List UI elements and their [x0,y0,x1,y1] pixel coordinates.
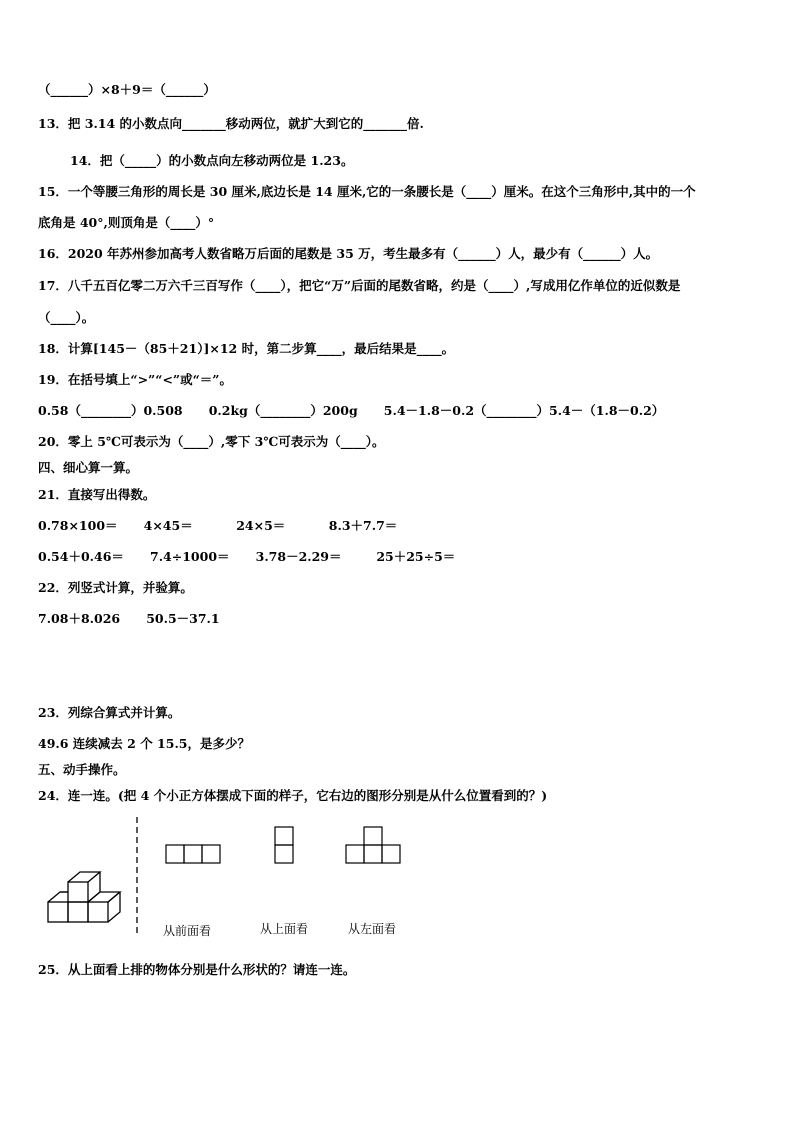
question-21: 21．直接写出得数。 [38,487,156,502]
question-21-row-1: 0.78×100＝ 4×45＝ 24×5＝ 8.3＋7.7＝ [38,518,398,533]
view-t-shape [346,827,400,863]
section-5-heading: 五、动手操作。 [38,762,126,777]
question-23-row: 49.6 连续减去 2 个 15.5，是多少？ [38,736,250,751]
question-23: 23．列综合算式并计算。 [38,705,181,720]
question-22: 22．列竖式计算，并验算。 [38,580,193,595]
label-left-view: 从左面看 [348,922,397,936]
view-two-stacked [275,827,293,863]
question-15-line-2: 底角是 40°,则顶角是（____）° [38,215,215,230]
question-24: 24．连一连。(把 4 个小正方体摆成下面的样子，它右边的图形分别是从什么位置看到的？) [38,788,548,803]
question-20: 20．零上 5℃可表示为（____）,零下 3℃可表示为（____）。 [38,434,385,449]
cube-stack [48,872,120,922]
question-18: 18．计算[145－（85＋21）]×12 时，第二步算____，最后结果是____。 [38,341,455,356]
question-22-row: 7.08＋8.026 50.5－37.1 [38,611,220,626]
cube-views-figure [38,812,438,942]
section-4-heading: 四、细心算一算。 [38,460,139,475]
blank-line: （______）×8＋9＝（______） [38,82,216,97]
question-25: 25．从上面看上排的物体分别是什么形状的？请连一连。 [38,962,356,977]
question-16: 16．2020 年苏州参加高考人数省略万后面的尾数是 35 万，考生最多有（______）人，最少有（______）人。 [38,246,659,261]
view-three-row [166,845,220,863]
question-17-line-1: 17．八千五百亿零二万六千三百写作（____），把它“万”后面的尾数省略，约是（____）,写成用亿作单位的近似数是 [38,278,681,293]
question-19: 19．在括号填上“>”“<”或“＝”。 [38,372,232,387]
question-17-line-2: （____）。 [38,310,95,325]
question-15-line-1: 15．一个等腰三角形的周长是 30 厘米,底边长是 14 厘米,它的一条腰长是（____）厘米。在这个三角形中,其中的一个 [38,184,696,199]
label-top-view: 从上面看 [260,922,309,936]
question-14: 14．把（_____）的小数点向左移动两位是 1.23。 [70,153,354,168]
question-13: 13．把 3.14 的小数点向_______移动两位，就扩大到它的_______倍. [38,116,424,131]
question-19-row: 0.58（________）0.508 0.2kg（________）200g 5.4－1.8－0.2（________）5.4－（1.8－0.2） [38,403,665,418]
label-front-view: 从前面看 [163,924,212,938]
question-21-row-2: 0.54＋0.46＝ 7.4÷1000＝ 3.78－2.29＝ 25＋25÷5＝ [38,549,456,564]
